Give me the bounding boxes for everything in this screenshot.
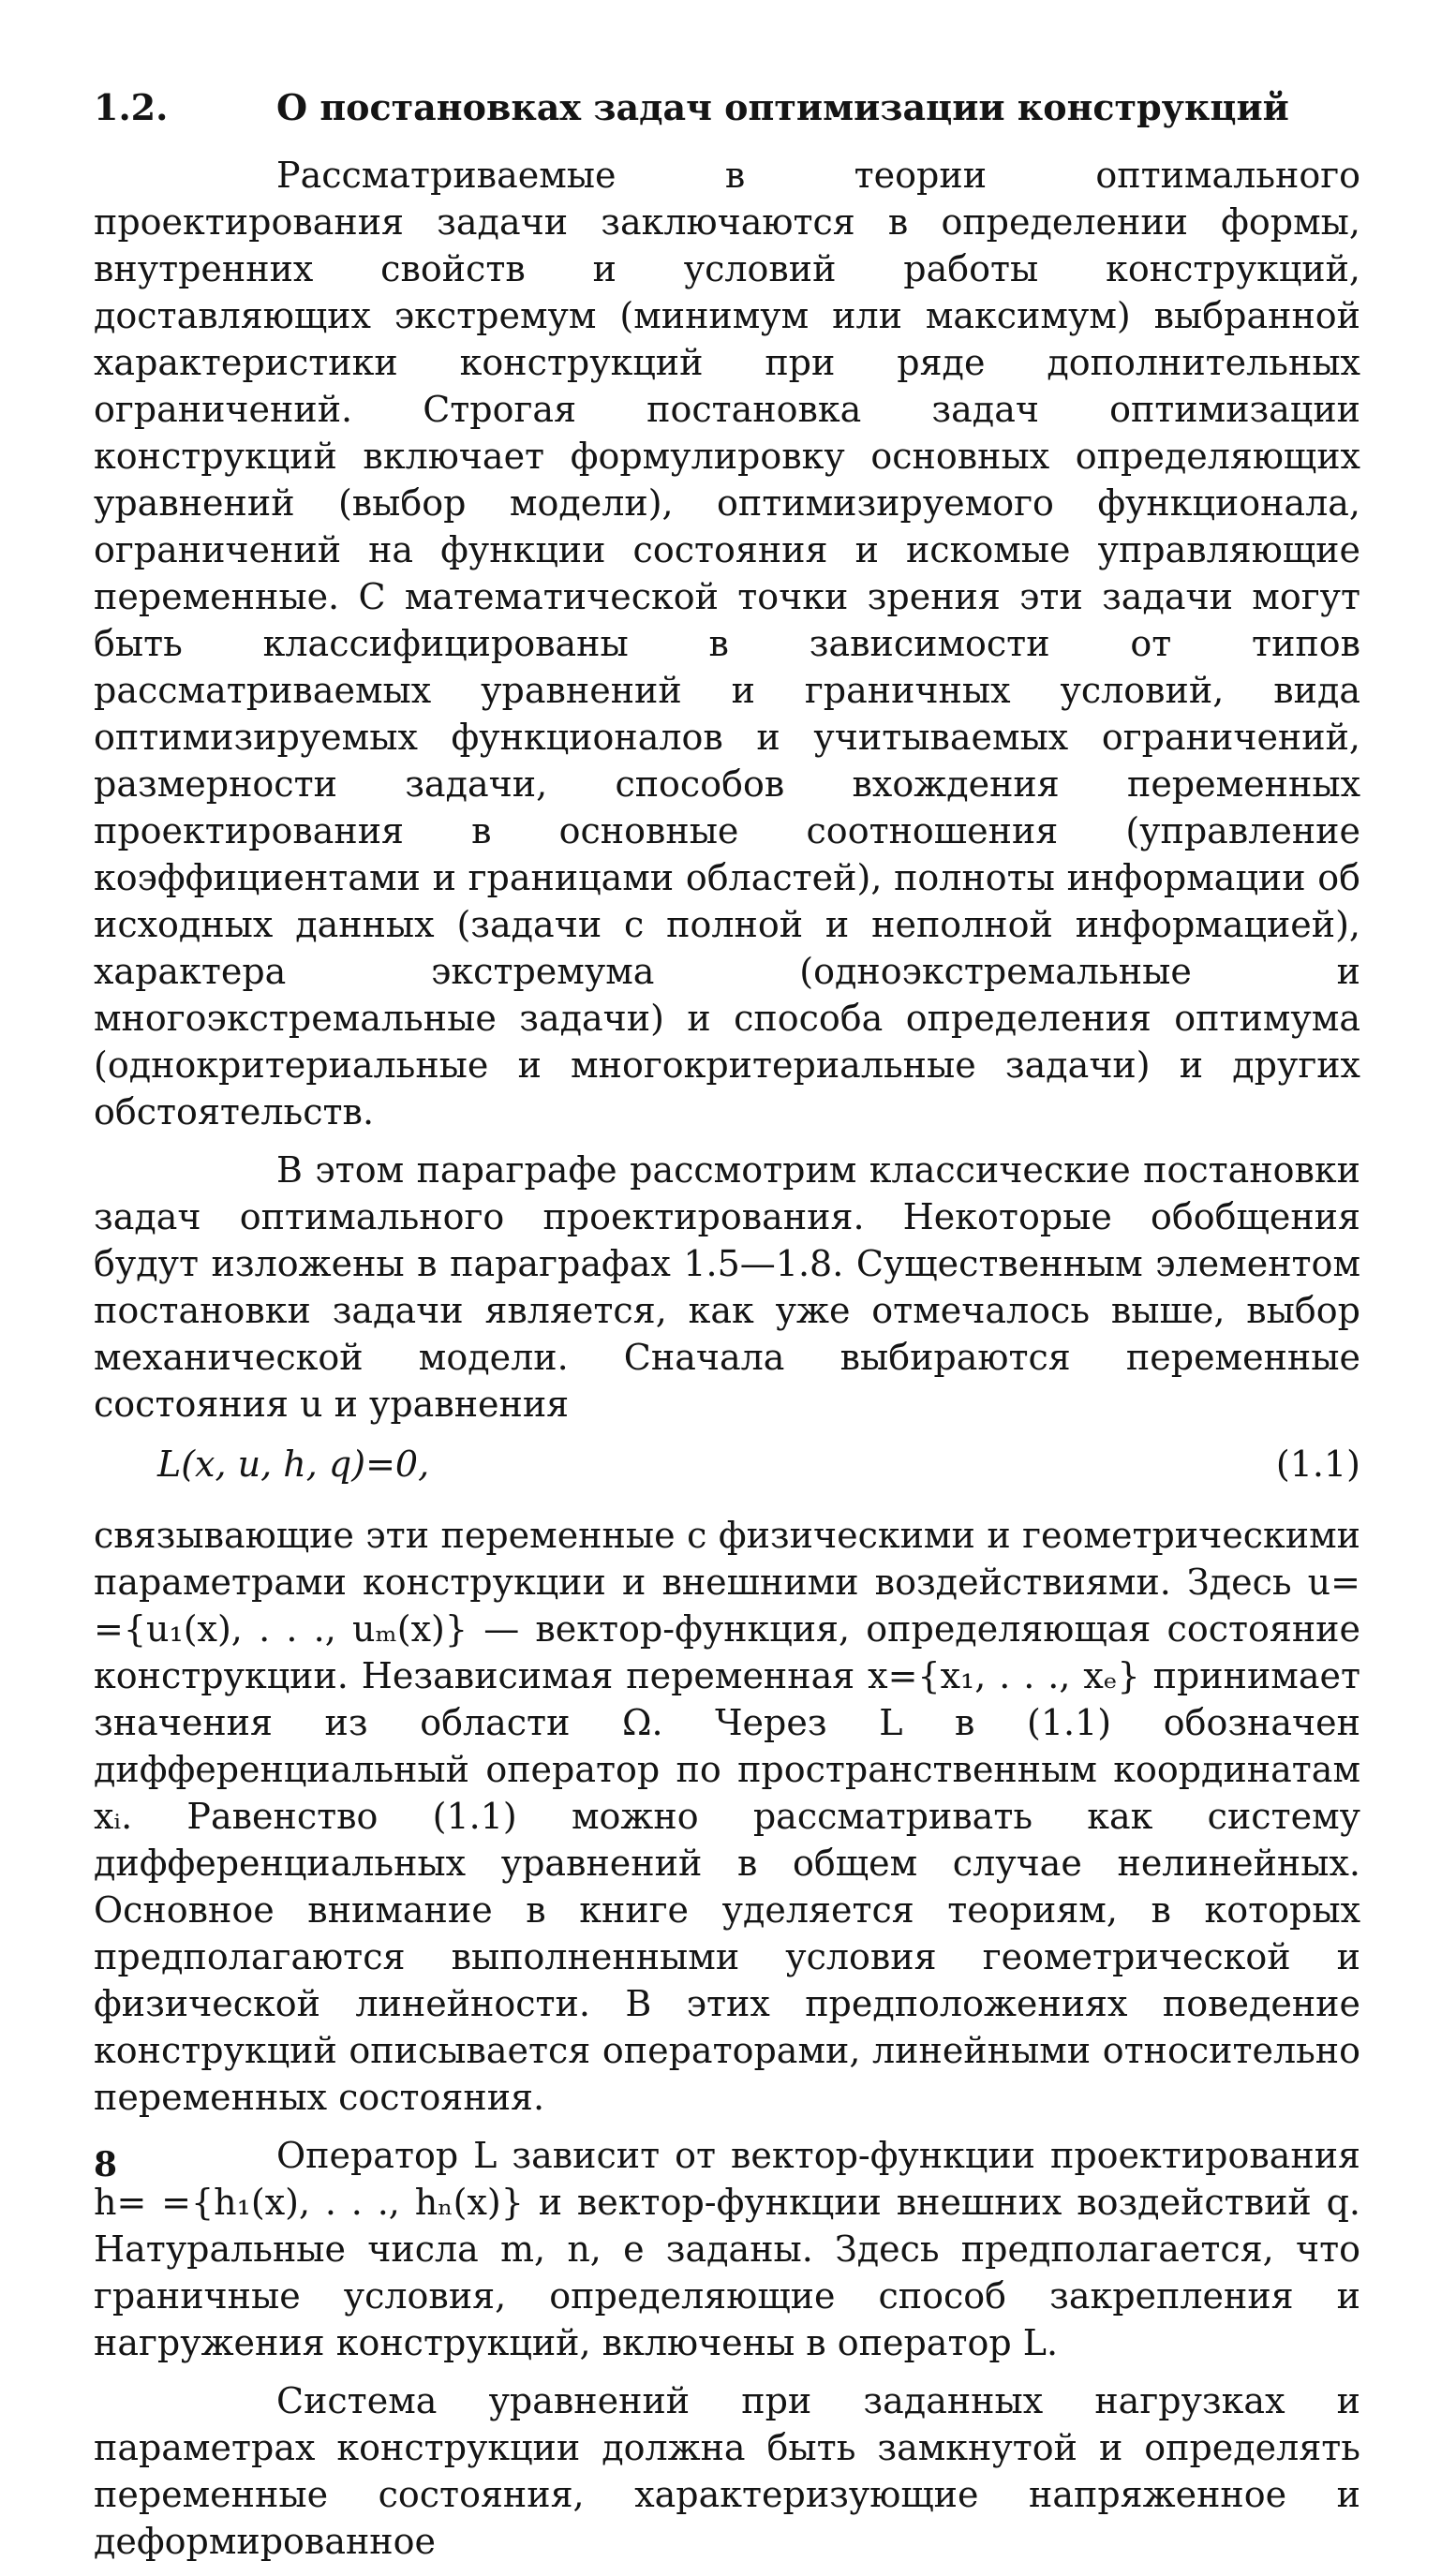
equation-expression: L(x, u, h, q)=0, [157, 1443, 430, 1485]
section-heading [94, 84, 1360, 131]
page-body [94, 84, 1360, 2576]
paragraph-system-of-equations: Система уравнений при заданных нагрузках и параметрах конструкции должна быть замкнутой и определять переменные состояния, характеризующие напряженное и деформированное [94, 2380, 1360, 2562]
equation-1-1 [94, 1441, 1360, 1488]
paragraph-variables-description: связывающие эти переменные с физическими и геометрическими параметрами конструкции и внешними воздействиями. Здесь u= ={u₁(x), . . ., uₘ(x)} — вектор-функция, определяющая состояние конструкции. Независимая переменная x={x₁, . . ., xₑ} принимает значения из области Ω. Через L в (1.1) обозначен дифференциальный оператор по пространственным координатам xᵢ. Равенство (1.1) можно рассматривать как систему дифференциальных уравнений в общем случае нелинейных. Основное внимание в книге уделяется теориям, в которых предполагаются выполненными условия геометрической и физической линейности. В этих предположениях поведение конструкций описывается операторами, линейными относительно переменных состояния. [94, 1515, 1360, 2118]
equation-label: (1.1) [1275, 1443, 1360, 1485]
section-title: О постановках задач оптимизации конструкций [276, 86, 1289, 128]
paragraph-operator-l: Оператор L зависит от вектор-функции проектирования h= ={h₁(x), . . ., hₙ(x)} и вектор-функции внешних воздействий q. Натуральные числа m, n, e заданы. Здесь предполагается, что граничные условия, определяющие способ закрепления и нагружения конструкций, включены в оператор L. [94, 2135, 1360, 2363]
section-number: 1.2. [94, 86, 169, 128]
page-number: 8 [94, 2145, 118, 2184]
paragraph-intro: Рассматриваемые в теории оптимального проектирования задачи заключаются в определении формы, внутренних свойств и условий работы конструкций, доставляющих экстремум (минимум или максимум) выбранной характеристики конструкций при ряде дополнительных ограничений. Строгая постановка задач оптимизации конструкций включает формулировку основных определяющих уравнений (выбор модели), оптимизируемого функционала, ограничений на функции состояния и искомые управляющие переменные. С математической точки зрения эти задачи могут быть классифицированы в зависимости от типов рассматриваемых уравнений и граничных условий, вида оптимизируемых функционалов и учитываемых ограничений, размерности задачи, способов вхождения переменных проектирования в основные соотношения (управление коэффициентами и границами областей), полноты информации об исходных данных (задачи с полной и неполной информацией), характера экстремума (одноэкстремальные и многоэкстремальные задачи) и способа определения оптимума (однокритериальные и многокритериальные задачи) и других обстоятельств. [94, 155, 1360, 1133]
paragraph-classical-statements: В этом параграфе рассмотрим классические постановки задач оптимального проектирования. Некоторые обобщения будут изложены в параграфах 1.5—1.8. Существенным элементом постановки задачи является, как уже отмечалось выше, выбор механической модели. Сначала выбираются переменные состояния u и уравнения [94, 1149, 1360, 1425]
